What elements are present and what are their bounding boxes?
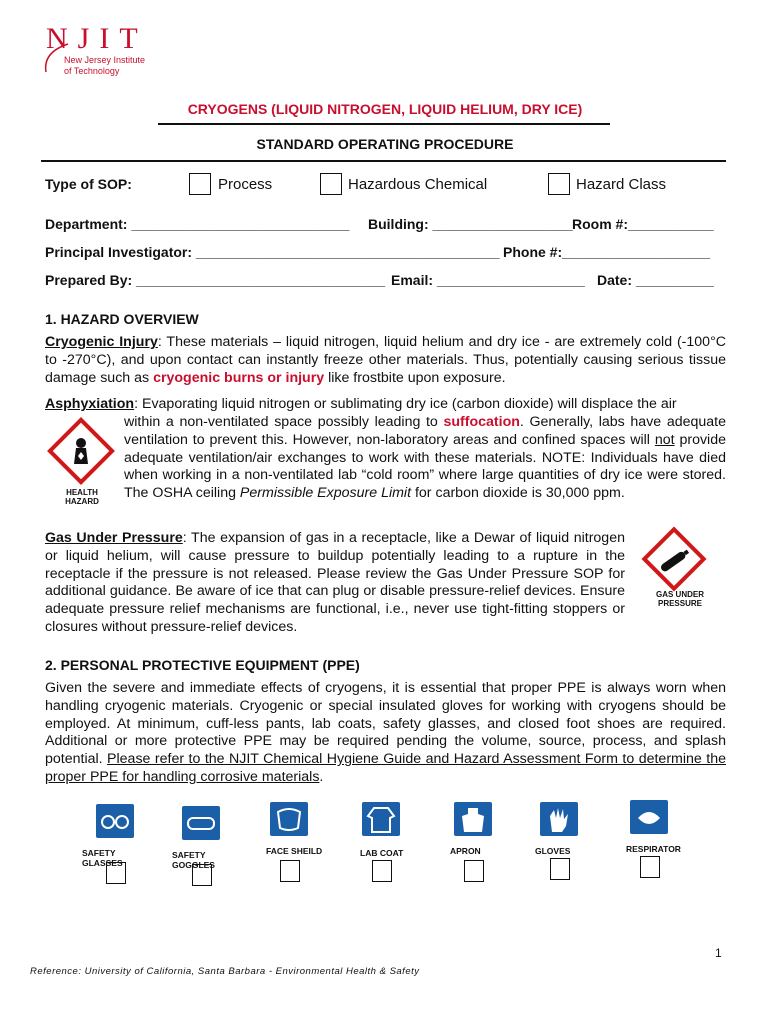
gas-under-pressure-title: Gas Under Pressure	[45, 530, 183, 546]
ppe-label: SAFETY GOGGLES	[172, 850, 215, 870]
date-field[interactable]: Date: __________	[597, 272, 714, 288]
ppe-checkbox[interactable]	[106, 862, 126, 884]
suffocation-highlight: suffocation	[443, 414, 520, 430]
health-hazard-icon	[46, 416, 116, 486]
building-field[interactable]: Building: __________________	[368, 216, 573, 232]
document-title: CRYOGENS (LIQUID NITROGEN, LIQUID HELIUM, DRY ICE)	[187, 101, 583, 117]
prepared-by-field[interactable]: Prepared By: ________________________________	[45, 272, 386, 288]
reference-footer: Reference: University of California, Santa Barbara - Environmental Health & Safety	[30, 966, 420, 977]
ppe-label: LAB COAT	[360, 848, 404, 858]
section-ppe-heading: 2. PERSONAL PROTECTIVE EQUIPMENT (PPE)	[45, 657, 360, 673]
phone-field[interactable]: Phone #:___________________	[503, 244, 711, 260]
lab-coat-icon	[362, 802, 400, 836]
sop-type-label: Type of SOP:	[45, 176, 132, 192]
ppe-checkbox[interactable]	[372, 860, 392, 882]
sop-hazardous-chemical-label: Hazardous Chemical	[348, 176, 488, 193]
section-hazard-overview-heading: 1. HAZARD OVERVIEW	[45, 311, 199, 327]
ppe-label: RESPIRATOR	[626, 844, 681, 854]
cryogenic-injury-paragraph: Cryogenic Injury: These materials – liquid nitrogen, liquid helium and dry ice - are extremely cold (-100°C to -270°C), and upon contact can instantly freeze other materials. Thus, potentially causing serious tissue damage such as cryogenic burns or injury like frostbite upon exposure.	[45, 334, 726, 386]
ppe-label: APRON	[450, 846, 481, 856]
room-field[interactable]: Room #:___________	[572, 216, 714, 232]
cryogenic-burns-highlight: cryogenic burns or injury	[153, 369, 325, 386]
ppe-checkbox[interactable]	[280, 860, 300, 882]
safety-goggles-icon	[182, 806, 220, 840]
ppe-checkbox[interactable]	[550, 858, 570, 880]
gloves-icon	[540, 802, 578, 836]
logo-subtitle: New Jersey Institute of Technology	[64, 55, 146, 76]
sop-process-label: Process	[218, 176, 273, 193]
chemical-hygiene-guide-link[interactable]: Please refer to the NJIT Chemical Hygiene Guide and Hazard Assessment Form to determine the proper PPE for handling corrosive materials	[45, 751, 726, 785]
asphyxiation-paragraph: within a non-ventilated space possibly leading to suffocation. Generally, labs have adequate ventilation to prevent this. However, non-laboratory areas and confined spaces will not provide adequate ventilation/air exchanges to work with these materials. NOTE: Individuals have died when working in a non-ventilated lab “cold room” where large quantities of dry ice were stored. The OSHA ceiling Permissible Exposure Limit for carbon dioxide is 30,000 ppm.	[124, 414, 726, 502]
sop-hazard-class-label: Hazard Class	[576, 176, 667, 193]
department-field[interactable]: Department: ____________________________	[45, 216, 350, 232]
sop-hazardous-chemical-checkbox[interactable]	[320, 173, 342, 195]
principal-investigator-field[interactable]: Principal Investigator: _______________________________________	[45, 244, 500, 260]
face-shield-icon	[270, 802, 308, 836]
gas-under-pressure-paragraph: Gas Under Pressure: The expansion of gas in a receptacle, like a Dewar of liquid nitrogen or liquid helium, will cause pressure to buildup potentially leading to a rupture in the receptacle if the pressure is not released. Please review the Gas Under Pressure SOP for additional guidance. Be aware of ice that can plug or disable pressure-relief devices. Ensure adequate pressure relief mechanisms are functional, i.e., never use tight-fitting stoppers or closures without pressure-relief devices.	[45, 530, 625, 635]
sop-process-checkbox[interactable]	[189, 173, 211, 195]
ppe-label: FACE SHEILD	[266, 846, 323, 856]
sop-hazard-class-checkbox[interactable]	[548, 173, 570, 195]
asphyxiation-intro-line: Asphyxiation: Evaporating liquid nitrogen or sublimating dry ice (carbon dioxide) will displace the air	[45, 396, 677, 412]
ppe-label: GLOVES	[535, 846, 571, 856]
gas-cylinder-icon	[641, 526, 707, 592]
asphyxiation-title: Asphyxiation	[45, 396, 135, 412]
ppe-checkbox[interactable]	[640, 856, 660, 878]
document-subtitle: STANDARD OPERATING PROCEDURE	[256, 136, 514, 152]
ppe-checkbox[interactable]	[464, 860, 484, 882]
health-hazard-label: HEALTH HAZARD	[65, 488, 99, 506]
page-number: 1	[715, 946, 722, 960]
ppe-label: SAFETY GLASSES	[82, 848, 123, 868]
cryogenic-injury-title: Cryogenic Injury	[45, 334, 158, 350]
ppe-paragraph: Given the severe and immediate effects of cryogens, it is essential that proper PPE is always worn when handling cryogenic materials. Cryogenic or special insulated gloves for working with cryogens should be employed. At minimum, cuff-less pants, lab coats, safety glasses, and closed foot shoes are required. Additional or more protective PPE may be required pending the volume, source, process, and splash potential. Please refer to the NJIT Chemical Hygiene Guide and Hazard Assessment Form to determine the proper PPE for handling corrosive materials.	[45, 680, 726, 785]
title-divider	[158, 123, 610, 125]
respirator-icon	[630, 800, 668, 834]
header-divider	[41, 160, 726, 162]
safety-glasses-icon	[96, 804, 134, 838]
email-field[interactable]: Email: ___________________	[391, 272, 585, 288]
gas-under-pressure-label: GAS UNDER PRESSURE	[655, 590, 704, 608]
apron-icon	[454, 802, 492, 836]
njit-logo: NJIT	[46, 22, 148, 55]
ppe-checkbox[interactable]	[192, 864, 212, 886]
